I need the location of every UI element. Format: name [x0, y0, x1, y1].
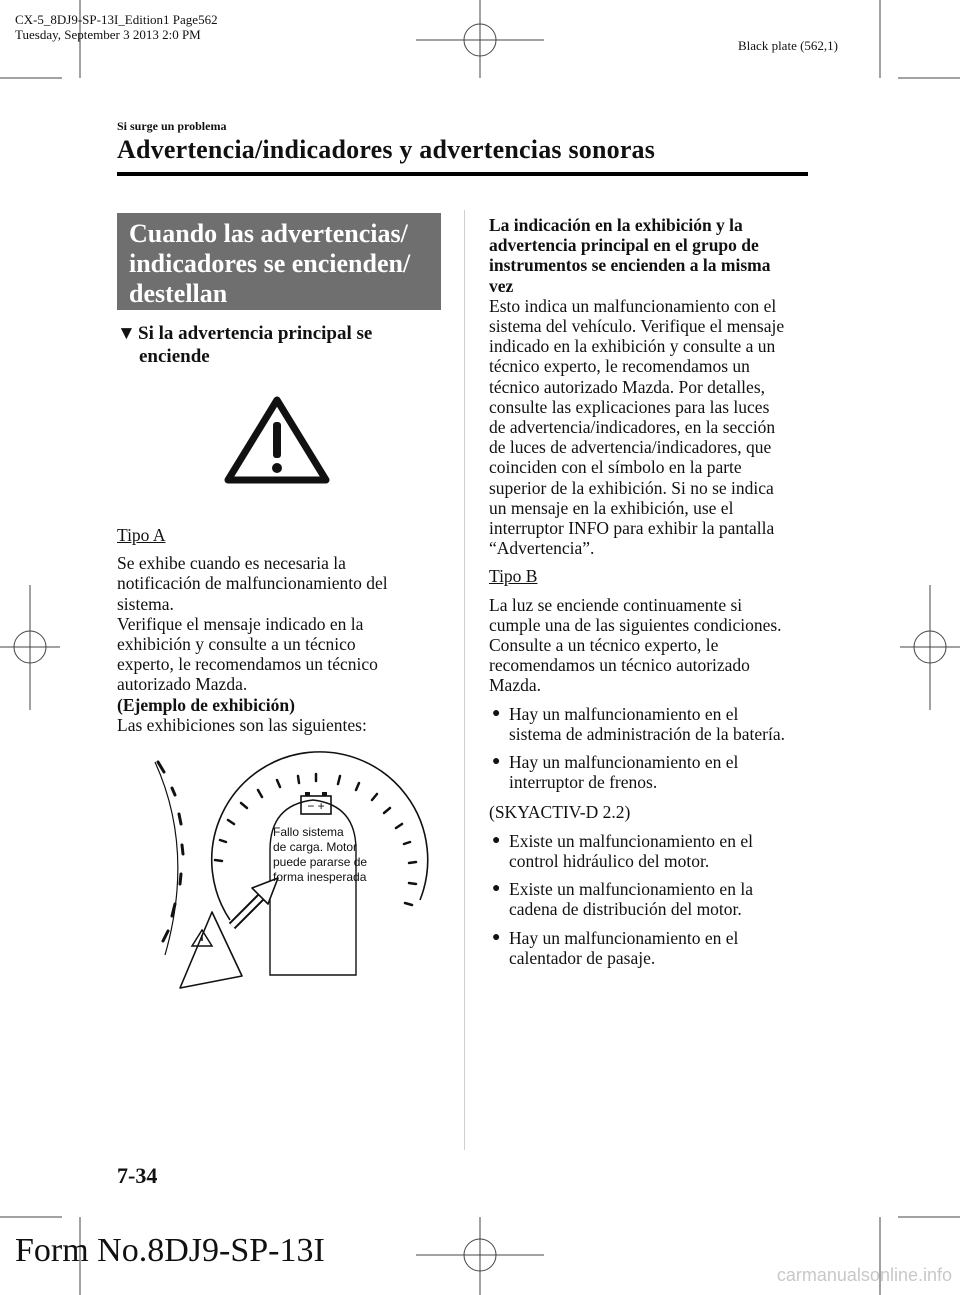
text-line: “Advertencia”. — [489, 538, 595, 559]
text-line: calentador de pasaje. — [509, 947, 656, 968]
text-line: control hidráulico del motor. — [509, 850, 710, 871]
display-message-line: puede pararse de — [273, 855, 368, 869]
plate-label: Black plate (562,1) — [738, 38, 838, 53]
paragraph — [117, 553, 447, 735]
text-line: de luces de advertencia/indicadores, que — [489, 437, 772, 458]
text-line: Verifique el mensaje indicado en la — [117, 613, 364, 634]
heading-box-line: destellan — [129, 279, 228, 308]
text-line: vez — [489, 275, 514, 296]
text-line: advertencia principal en el grupo de — [489, 235, 759, 256]
section-title: Advertencia/indicadores y advertencias sonoras — [117, 135, 656, 164]
subheading-line: enciende — [139, 346, 210, 367]
right-column — [489, 215, 819, 968]
text-line: Las exhibiciones son las siguientes: — [117, 714, 367, 735]
bullet-icon: ● — [492, 881, 501, 897]
tipo-b-label: Tipo B — [489, 566, 538, 587]
text-line: Se exhibe cuando es necesaria la — [117, 553, 346, 574]
heading-box — [117, 213, 441, 310]
text-line: Mazda. — [489, 675, 541, 696]
text-line: superior de la exhibición. Si no se indica — [489, 477, 774, 498]
bullet-icon: ● — [492, 929, 501, 945]
text-line: un mensaje en la exhibición, use el — [489, 497, 734, 518]
list-item — [489, 879, 819, 919]
page-number: 7-34 — [117, 1163, 158, 1188]
triangle-down-icon: ▼ — [117, 323, 136, 344]
bullet-icon: ● — [492, 705, 501, 721]
text-line: recomendamos un técnico autorizado — [489, 655, 750, 676]
text-line: La luz se enciende continuamente si — [489, 594, 743, 615]
text-line: cumple una de las siguientes condiciones. — [489, 614, 782, 635]
heading-box-line: indicadores se encienden/ — [129, 249, 411, 278]
text-line: sistema del vehículo. Verifique el mensaje — [489, 316, 785, 337]
title-rule — [117, 172, 808, 176]
list-item — [489, 704, 819, 744]
text-line: instrumentos se encienden a la misma — [489, 255, 771, 276]
subheading-line: Si la advertencia principal se — [138, 323, 373, 344]
text-line: Hay un malfuncionamiento en el — [509, 927, 739, 948]
column-divider — [464, 210, 465, 1150]
text-line: sistema. — [117, 593, 174, 614]
subheading — [117, 322, 437, 368]
arrow-icon — [232, 878, 278, 926]
paragraph — [489, 595, 819, 696]
print-file-info — [15, 12, 218, 42]
text-line: Hay un malfuncionamiento en el — [509, 703, 739, 724]
section-small-title: Si surge un problema — [117, 119, 227, 133]
text-line: Esto indica un malfuncionamiento con el — [489, 295, 777, 316]
battery-symbol: − + — [307, 799, 325, 813]
bullet-icon: ● — [492, 754, 501, 770]
text-line: técnico experto, le recomendamos un — [489, 356, 750, 377]
print-file-name: CX-5_8DJ9-SP-13I_Edition1 Page562 — [15, 12, 218, 27]
bullet-icon: ● — [492, 832, 501, 848]
text-line: notificación de malfuncionamiento del — [117, 573, 388, 594]
display-message-line: de carga. Motor — [273, 840, 358, 854]
text-line: de advertencia/indicadores, en la sección — [489, 417, 776, 438]
text-line: interruptor de frenos. — [509, 772, 658, 793]
list-item — [489, 831, 819, 871]
text-line: consulte las explicaciones para las luces — [489, 396, 770, 417]
text-line: indicado en la exhibición y consulte a un — [489, 336, 776, 357]
text-line: exhibición y consulte a un técnico — [117, 634, 356, 655]
left-column — [117, 525, 447, 735]
master-warning-icon — [222, 394, 332, 486]
text-line: sistema de administración de la batería. — [509, 723, 786, 744]
bold-heading — [489, 215, 819, 296]
list-item — [489, 752, 819, 792]
paragraph — [489, 296, 819, 559]
heading-box-line: Cuando las advertencias/ — [129, 219, 408, 248]
text-line: Existe un malfuncionamiento en el — [509, 830, 753, 851]
text-line: interruptor INFO para exhibir la pantalla — [489, 518, 775, 539]
text-line: Consulte a un técnico experto, le — [489, 635, 719, 656]
watermark: carmanualsonline.info — [776, 1265, 952, 1285]
display-message-line: Fallo sistema — [273, 825, 344, 839]
text-line: coinciden con el símbolo en la parte — [489, 457, 742, 478]
text-line: autorizado Mazda. — [117, 674, 248, 695]
text-line: técnico autorizado Mazda. Por detalles, — [489, 376, 766, 397]
list-item — [489, 928, 819, 968]
text-line: Existe un malfuncionamiento en la — [509, 879, 753, 900]
display-message-line: forma inesperada — [273, 870, 367, 884]
print-timestamp: Tuesday, September 3 2013 2:0 PM — [15, 27, 201, 42]
text-line: La indicación en la exhibición y la — [489, 215, 743, 235]
tipo-a-label: Tipo A — [117, 525, 166, 545]
example-label: (Ejemplo de exhibición) — [117, 694, 295, 715]
form-number: Form No.8DJ9-SP-13I — [15, 1232, 325, 1269]
text-line: experto, le recomendamos un técnico — [117, 654, 378, 675]
text-line: cadena de distribución del motor. — [509, 899, 742, 920]
skyactiv-label: (SKYACTIV-D 2.2) — [489, 802, 631, 823]
instrument-display-illustration — [120, 750, 450, 990]
text-line: Hay un malfuncionamiento en el — [509, 752, 739, 773]
